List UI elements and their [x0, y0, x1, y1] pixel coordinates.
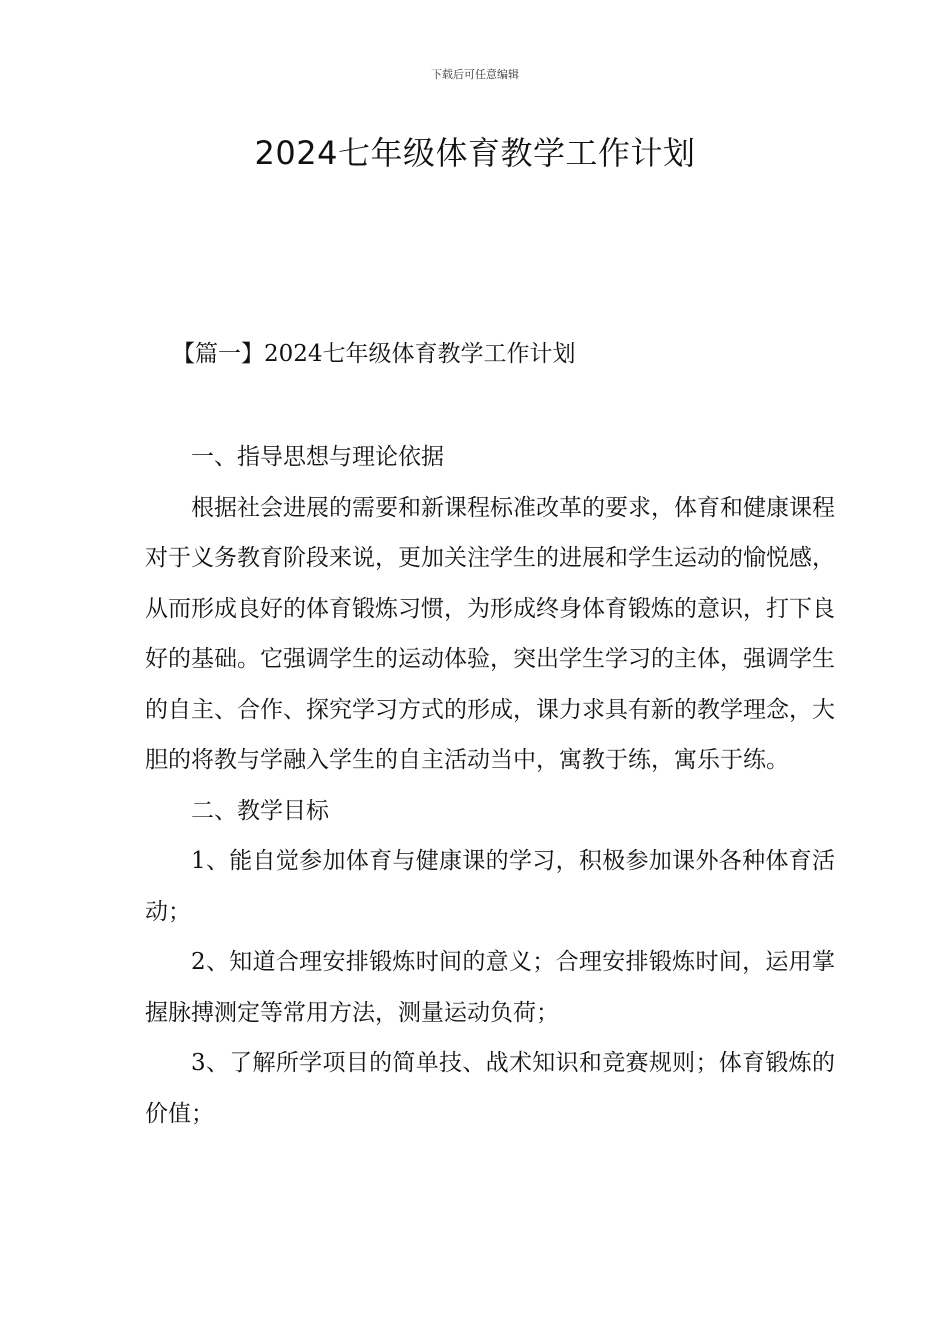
header-note: 下载后可任意编辑 — [431, 68, 519, 81]
section-title: 【篇一】2024七年级体育教学工作计划 — [172, 341, 576, 367]
goal-item-1: 1、能自觉参加体育与健康课的学习，积极参加课外各种体育活动； — [145, 848, 835, 925]
goal-item-2: 2、知道合理安排锻炼时间的意义；合理安排锻炼时间，运用掌握脉搏测定等常用方法，测量运动负荷； — [145, 949, 835, 1026]
document-title: 2024七年级体育教学工作计划 — [254, 134, 696, 172]
goal-item-3: 3、了解所学项目的简单技、战术知识和竞赛规则；体育锻炼的价值； — [145, 1050, 835, 1127]
paragraph-guiding-ideology: 根据社会进展的需要和新课程标准改革的要求，体育和健康课程对于义务教育阶段来说，更加关注学生的进展和学生运动的愉悦感，从而形成良好的体育锻炼习惯，为形成终身体育锻炼的意识，打下良好的基础。它强调学生的运动体验，突出学生学习的主体，强调学生的自主、合作、探究学习方式的形成，课力求具有新的教学理念，大胆的将教与学融入学生的自主活动当中，寓教于练，寓乐于练。 — [145, 494, 835, 773]
heading-teaching-goals: 二、教学目标 — [191, 797, 329, 824]
heading-guiding-ideology: 一、指导思想与理论依据 — [191, 444, 444, 470]
document-body — [145, 432, 835, 1139]
